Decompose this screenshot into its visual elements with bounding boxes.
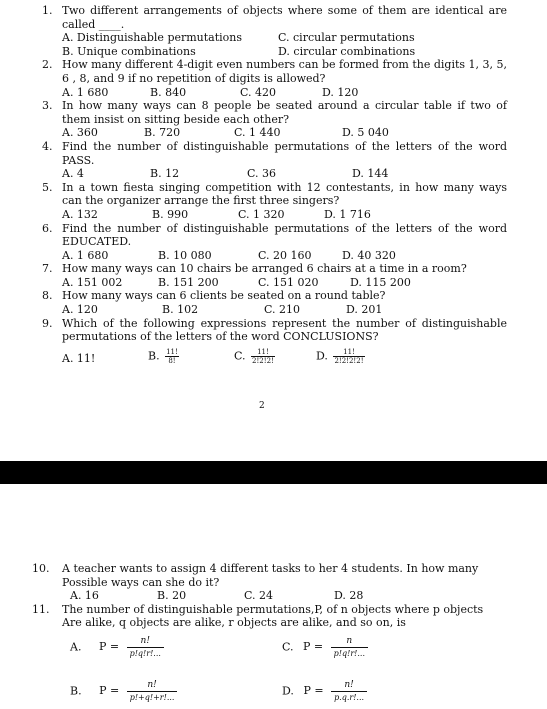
option-a[interactable]: A. 132 — [62, 207, 98, 221]
question-text: Find the number of distinguishable permutations of the letters of the word EDUCATED. — [62, 221, 507, 249]
option-a[interactable]: A. 16 — [70, 589, 99, 603]
option-c[interactable] — [282, 636, 368, 659]
option-b[interactable]: B. Unique combinations — [62, 44, 196, 58]
question-text: Which of the following expressions represent the number of distinguishable permutations of the letters of the word CONCLUSIONS? — [62, 316, 507, 344]
formula-lhs: P = — [303, 640, 324, 654]
question-text: A teacher wants to assign 4 different tasks to her 4 students. In how many Possible ways can she do it? — [62, 562, 479, 589]
fraction-numerator: n! — [127, 680, 178, 692]
question-5-options — [0, 208, 547, 222]
fraction-numerator: 11! — [251, 348, 275, 357]
option-b[interactable]: B. 151 200 — [158, 275, 219, 289]
fraction-numerator: n! — [127, 636, 164, 648]
option-label: D. — [316, 349, 328, 363]
option-c[interactable]: C. 36 — [247, 167, 277, 181]
fraction — [333, 348, 364, 365]
question-6 — [0, 222, 547, 249]
option-a[interactable] — [70, 636, 164, 659]
option-a[interactable]: A. 1 680 — [62, 248, 109, 262]
question-7 — [0, 262, 547, 276]
option-c[interactable]: C. 24 — [244, 589, 274, 603]
question-7-options — [0, 276, 547, 290]
option-a[interactable]: A. 4 — [62, 167, 84, 181]
question-8-options — [0, 303, 547, 317]
question-4-options — [0, 167, 547, 181]
fraction-numerator: n — [331, 636, 368, 648]
question-2-options — [0, 86, 547, 100]
question-4 — [0, 140, 547, 167]
question-number: 8. — [42, 289, 53, 303]
option-b[interactable]: B. 990 — [152, 207, 189, 221]
question-11-options — [0, 630, 547, 709]
question-1-options-row-2 — [0, 45, 547, 59]
option-c[interactable]: C. 420 — [240, 85, 277, 99]
question-8 — [0, 289, 547, 303]
option-d[interactable]: D. 1 716 — [324, 207, 371, 221]
option-d[interactable]: D. 144 — [352, 167, 389, 181]
fraction-denominator: 2!2!2!2! — [334, 356, 364, 365]
option-label: B. — [70, 684, 82, 698]
fraction-denominator: p.q.r!... — [334, 692, 365, 702]
question-6-options — [0, 249, 547, 263]
option-b[interactable]: B. 12 — [150, 167, 180, 181]
option-a[interactable]: A. Distinguishable permutations — [62, 31, 243, 45]
question-number: 2. — [42, 58, 53, 72]
option-b[interactable]: B. 20 — [157, 589, 187, 603]
formula-lhs: P = — [99, 684, 120, 698]
option-c[interactable]: C. 1 320 — [238, 207, 285, 221]
page-number: 2 — [259, 401, 265, 411]
option-c[interactable]: C. circular permutations — [278, 31, 415, 45]
option-b[interactable]: B. 10 080 — [158, 248, 212, 262]
fraction — [331, 636, 368, 659]
fraction-numerator: 11! — [333, 348, 364, 357]
fraction-numerator: n! — [331, 680, 367, 692]
fraction — [331, 680, 367, 703]
fraction-denominator: p!q!r!... — [333, 648, 365, 658]
question-text: Two different arrangements of objects where some of them are identical are called ____. — [62, 4, 507, 31]
question-number: 7. — [42, 262, 53, 276]
fraction-denominator: 2!2!2! — [252, 356, 274, 365]
question-2 — [0, 58, 547, 85]
fraction — [251, 348, 275, 365]
question-11 — [0, 603, 547, 630]
option-label: D. — [282, 684, 294, 698]
question-9-options — [0, 348, 547, 370]
option-label: A. — [70, 640, 82, 654]
question-number: 5. — [42, 180, 53, 194]
formula-lhs: P = — [303, 684, 324, 698]
formula-lhs: P = — [98, 640, 120, 654]
question-3 — [0, 99, 547, 126]
page-divider — [0, 461, 547, 484]
question-text: How many ways can 6 clients be seated on a round table? — [62, 289, 386, 303]
question-number: 9. — [42, 316, 53, 330]
fraction-denominator: 8! — [168, 356, 176, 365]
option-a[interactable]: A. 151 002 — [62, 275, 123, 289]
option-d[interactable]: D. 115 200 — [350, 275, 411, 289]
option-c[interactable]: C. 210 — [264, 303, 301, 317]
question-10 — [0, 562, 547, 589]
option-a[interactable]: A. 1 680 — [62, 85, 109, 99]
question-number: 11. — [32, 602, 50, 616]
option-b[interactable]: B. 102 — [162, 303, 199, 317]
fraction-denominator: p!+q!+r!... — [129, 692, 175, 702]
question-number: 10. — [32, 562, 50, 575]
fraction — [127, 636, 164, 659]
question-text: The number of distinguishable permutations,P, of n objects where p objects Are alike, q objects are alike, r objects are alike, and so on, is — [62, 602, 484, 630]
option-d[interactable]: D. 40 320 — [342, 248, 396, 262]
option-b[interactable] — [148, 348, 179, 365]
option-c[interactable] — [234, 348, 275, 365]
fraction-denominator: p!q!r!... — [129, 648, 161, 658]
question-number: 4. — [42, 139, 53, 153]
question-number: 1. — [42, 4, 53, 17]
option-label: B. — [148, 349, 160, 363]
option-c[interactable]: C. 151 020 — [258, 275, 319, 289]
question-text: Find the number of distinguishable permutations of the letters of the word PASS. — [62, 139, 507, 167]
question-5 — [0, 181, 547, 208]
option-d[interactable]: D. 201 — [346, 303, 383, 317]
question-text: How many ways can 10 chairs be arranged 6 chairs at a time in a room? — [62, 262, 467, 276]
option-d[interactable] — [316, 348, 365, 365]
fraction — [127, 680, 178, 703]
option-c[interactable]: C. 20 160 — [258, 248, 312, 262]
option-d[interactable]: D. circular combinations — [278, 44, 416, 58]
option-b[interactable] — [70, 680, 177, 703]
option-a[interactable]: A. 11! — [62, 351, 96, 365]
question-9 — [0, 317, 547, 344]
option-a[interactable]: A. 360 — [62, 126, 98, 140]
question-3-options — [0, 126, 547, 140]
question-1 — [0, 4, 547, 31]
question-10-options — [0, 589, 547, 603]
question-text: In how many ways can 8 people be seated around a circular table if two of them insist on sitting beside each other? — [62, 99, 507, 126]
option-label: C. — [282, 640, 294, 654]
option-d[interactable]: D. 28 — [334, 589, 364, 603]
option-c[interactable]: C. 1 440 — [234, 126, 281, 140]
option-b[interactable]: B. 720 — [144, 126, 181, 140]
fraction-numerator: 11! — [166, 347, 178, 356]
option-label: C. — [234, 349, 246, 363]
option-a[interactable]: A. 120 — [62, 303, 98, 317]
fraction — [165, 348, 179, 365]
question-text: How many different 4-digit even numbers can be formed from the digits 1, 3, 5, 6 , 8, and 9 if no repetition of digits is allowed? — [62, 58, 508, 85]
worksheet-page-2 — [0, 484, 547, 709]
option-d[interactable]: D. 120 — [322, 85, 359, 99]
question-number: 3. — [42, 99, 53, 113]
option-d[interactable]: D. 5 040 — [342, 126, 389, 140]
option-b[interactable]: B. 840 — [150, 85, 187, 99]
option-d[interactable] — [282, 680, 367, 703]
question-1-options-row-1 — [0, 31, 547, 45]
question-number: 6. — [42, 221, 53, 235]
question-text: In a town fiesta singing competition with 12 contestants, in how many ways can the organizer arrange the first three singers? — [62, 180, 507, 208]
